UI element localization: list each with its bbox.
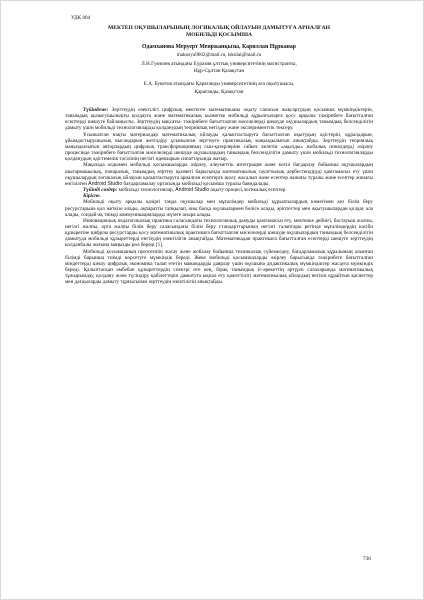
title-line-2: МОБИЛЬДІ ҚОСЫМША (185, 32, 253, 38)
authors: Одамханова Меруерт Менржанқызы, Кариллан Нұрканар (142, 44, 296, 50)
affiliation-1-line-1: Л.Н.Гумилев атындағы Еуразия ұлттық университетінің магистранты, (141, 61, 297, 67)
article-body (65, 107, 373, 286)
android-studio-term: Android Studio (88, 180, 123, 187)
udc-code: УДК 004 (71, 15, 91, 21)
affiliation-1-line-2: Нұр-Сұлтан Қазақстан (193, 68, 245, 74)
keywords-text-b: оқыту процесі,логикалық есептер. (210, 187, 287, 194)
paragraph-2: Ұсынылған нақты материалдар математикалық ойлауды қалыптастыруға бағытталған оқытудың әдістерін, құралдарын, ұйымдастырушылық нысандарын жетілдіру ұсынылған зерттеуге практикалық маңыздылығын анықтайды. Зерттеудің теориялық маңыздылығын авторлардың цифрлық трансформацияның сын-қатерлеріне сәйкес келетін «ақылды» жобалық пиналдерді әзірлеу процесінде тәжірибеге бағытталған мәселелерді шешуде оқушылардың танымдық белсенділігін дамыту үшін мобильді технологияларды қолданудың әдістемелік тәсілінің негізгі идеяларын сипаттауында жатыр. (65, 131, 373, 163)
page-number: 736 (362, 556, 371, 562)
affiliation-2-line-1: Е.А. Букетов атындағы Қарағанды университетінің аға оқытушысы, (143, 81, 295, 87)
article-title (65, 25, 373, 39)
abstract-paragraph (65, 107, 373, 132)
intro-paragraph-2: Инновациялық педагогикалық практика саласындағы технологиялық дамуды қамтамасыз ету, мектепке дейінгі, бастауыш жалпы, негізгі жалпы, орта жалпы білім беру саласындағы білім беру стандарттарының негізгі талаптары ретінде мұғалімдердің кәсіби құзыретіне цифрлы ресурстарды қосу математикалық практикаға бағытталған мәселелерді шешуде оқушылардың танымдық белсенділігін дамытуда мобильді құзыреттерді енгізудің өзектілігін анықтайды. Математикадан практикаға бағытталған есептерді шешуге зерттеудің қолданбалы жағына маңызды рөл береді [1]. (65, 217, 373, 249)
author-emails: makosya9602@mail.ru, iskulai@mail.ru (176, 52, 262, 58)
paragraph-3 (65, 162, 373, 187)
intro-paragraph-1: Мобильді оқыту арқылы қазіргі таңда оқушылар мен мұғалімдер мобильді құрылғылардың көмегімен кез білім беру ресурстарына қол жеткізе алады, ақпаратты тапқылап, оны басқа оқушылармен бөлісе алады, әріптестер мен оқытушылардан қолдау ала алады, сондай-ақ тиімді коммуникацияларды жүзеге асыра алады. (65, 199, 373, 218)
affiliation-2-line-2: Қарағанды, Қазақстан (194, 89, 244, 95)
keywords-label: Түйінді сөздер: (83, 187, 118, 194)
keywords-android-studio: Android Studio (175, 187, 210, 194)
abstract-text: Зерттеудің өзектілігі цифрлық мектепте математиканы оқыту сапасын жақсартудың қосымша мүмкіндіктерін, танымдық қызығушылықты қолдауға және математикалық кызметке мобильді құрылғыларға қосу арқылы тәжірибеге бағытталған есептерді шешуге байланысты. Зерттеудің мақсаты- тәжірибеге бағытталған мәселелерді шешуде оқушылардың танымдық белсенділігін дамыту үшін мобильді технологияларды қолданудың теориялық негіздеу және эксперименттік тексеру. (65, 107, 373, 132)
section-heading-intro: Кіріспе. (83, 193, 101, 200)
paragraph-3-text-b: бағдарламалау ортасында мобильді қосымша туралы баяндалады. (123, 180, 270, 187)
abstract-label: Түйіндеме: (83, 107, 109, 113)
keywords-text-a: мобильді технологиялар, (118, 187, 174, 194)
intro-paragraph-3: Мобильді қосымшаның прототипін жасау және жобалау бойынша техникалық сүйемелдеу, бағдарламалық құралының алынған білімді барынша тиімді көрсетуге мүмкіндік береді. Жеке мобильді қосымшаларды әзірлеу барысында тәжірибеге бағытталған міндеттерді шешу цифрлық экономика талап ететін мамандарды даярлау үшін оқушына дидактикалық мүмкіндіктер жасауға мүмкіндік береді. Қалыптасқан әмбебап құзыреттердің спектрі өте кең, бірақ танымдық іс-әрекеттің әртүрлі салаларында математикалық тұжырымдау, қолдану және түсіндіру қабілеттерін дамытуға ықпал ету қажеттілігі математикалық ойлаудың негізін құрайтын қасиеттер мен дағдыларды дамыту тұрғысынан зерттеудің өзектілігін анықтайды. (65, 248, 373, 286)
paragraph-3-text-a: Мақалада алдымен мобильді қосымшаларды әзірлеу, әлеуметтік интеграция және көсіп бағдарлау бойынша оқушылардың шығармашылық, пәнаралық, танымдық зерттеу қызметі барысында математикалық сауаттылық дербестендіруді қамтамасыз ету үшін оқушылардың логикалық ойлауын қалыптастыруға арналған есептерге шолу жасалып және есептер жинағы туралы және есептер жинағы енгізілген (65, 162, 373, 187)
title-line-1: МЕКТЕП ОҚУШЫЛАРЫНЫҢ ЛОГИКАЛЫҚ ОЙЛАУЫН ДАМЫТУҒА АРНАЛҒАН (108, 25, 330, 31)
